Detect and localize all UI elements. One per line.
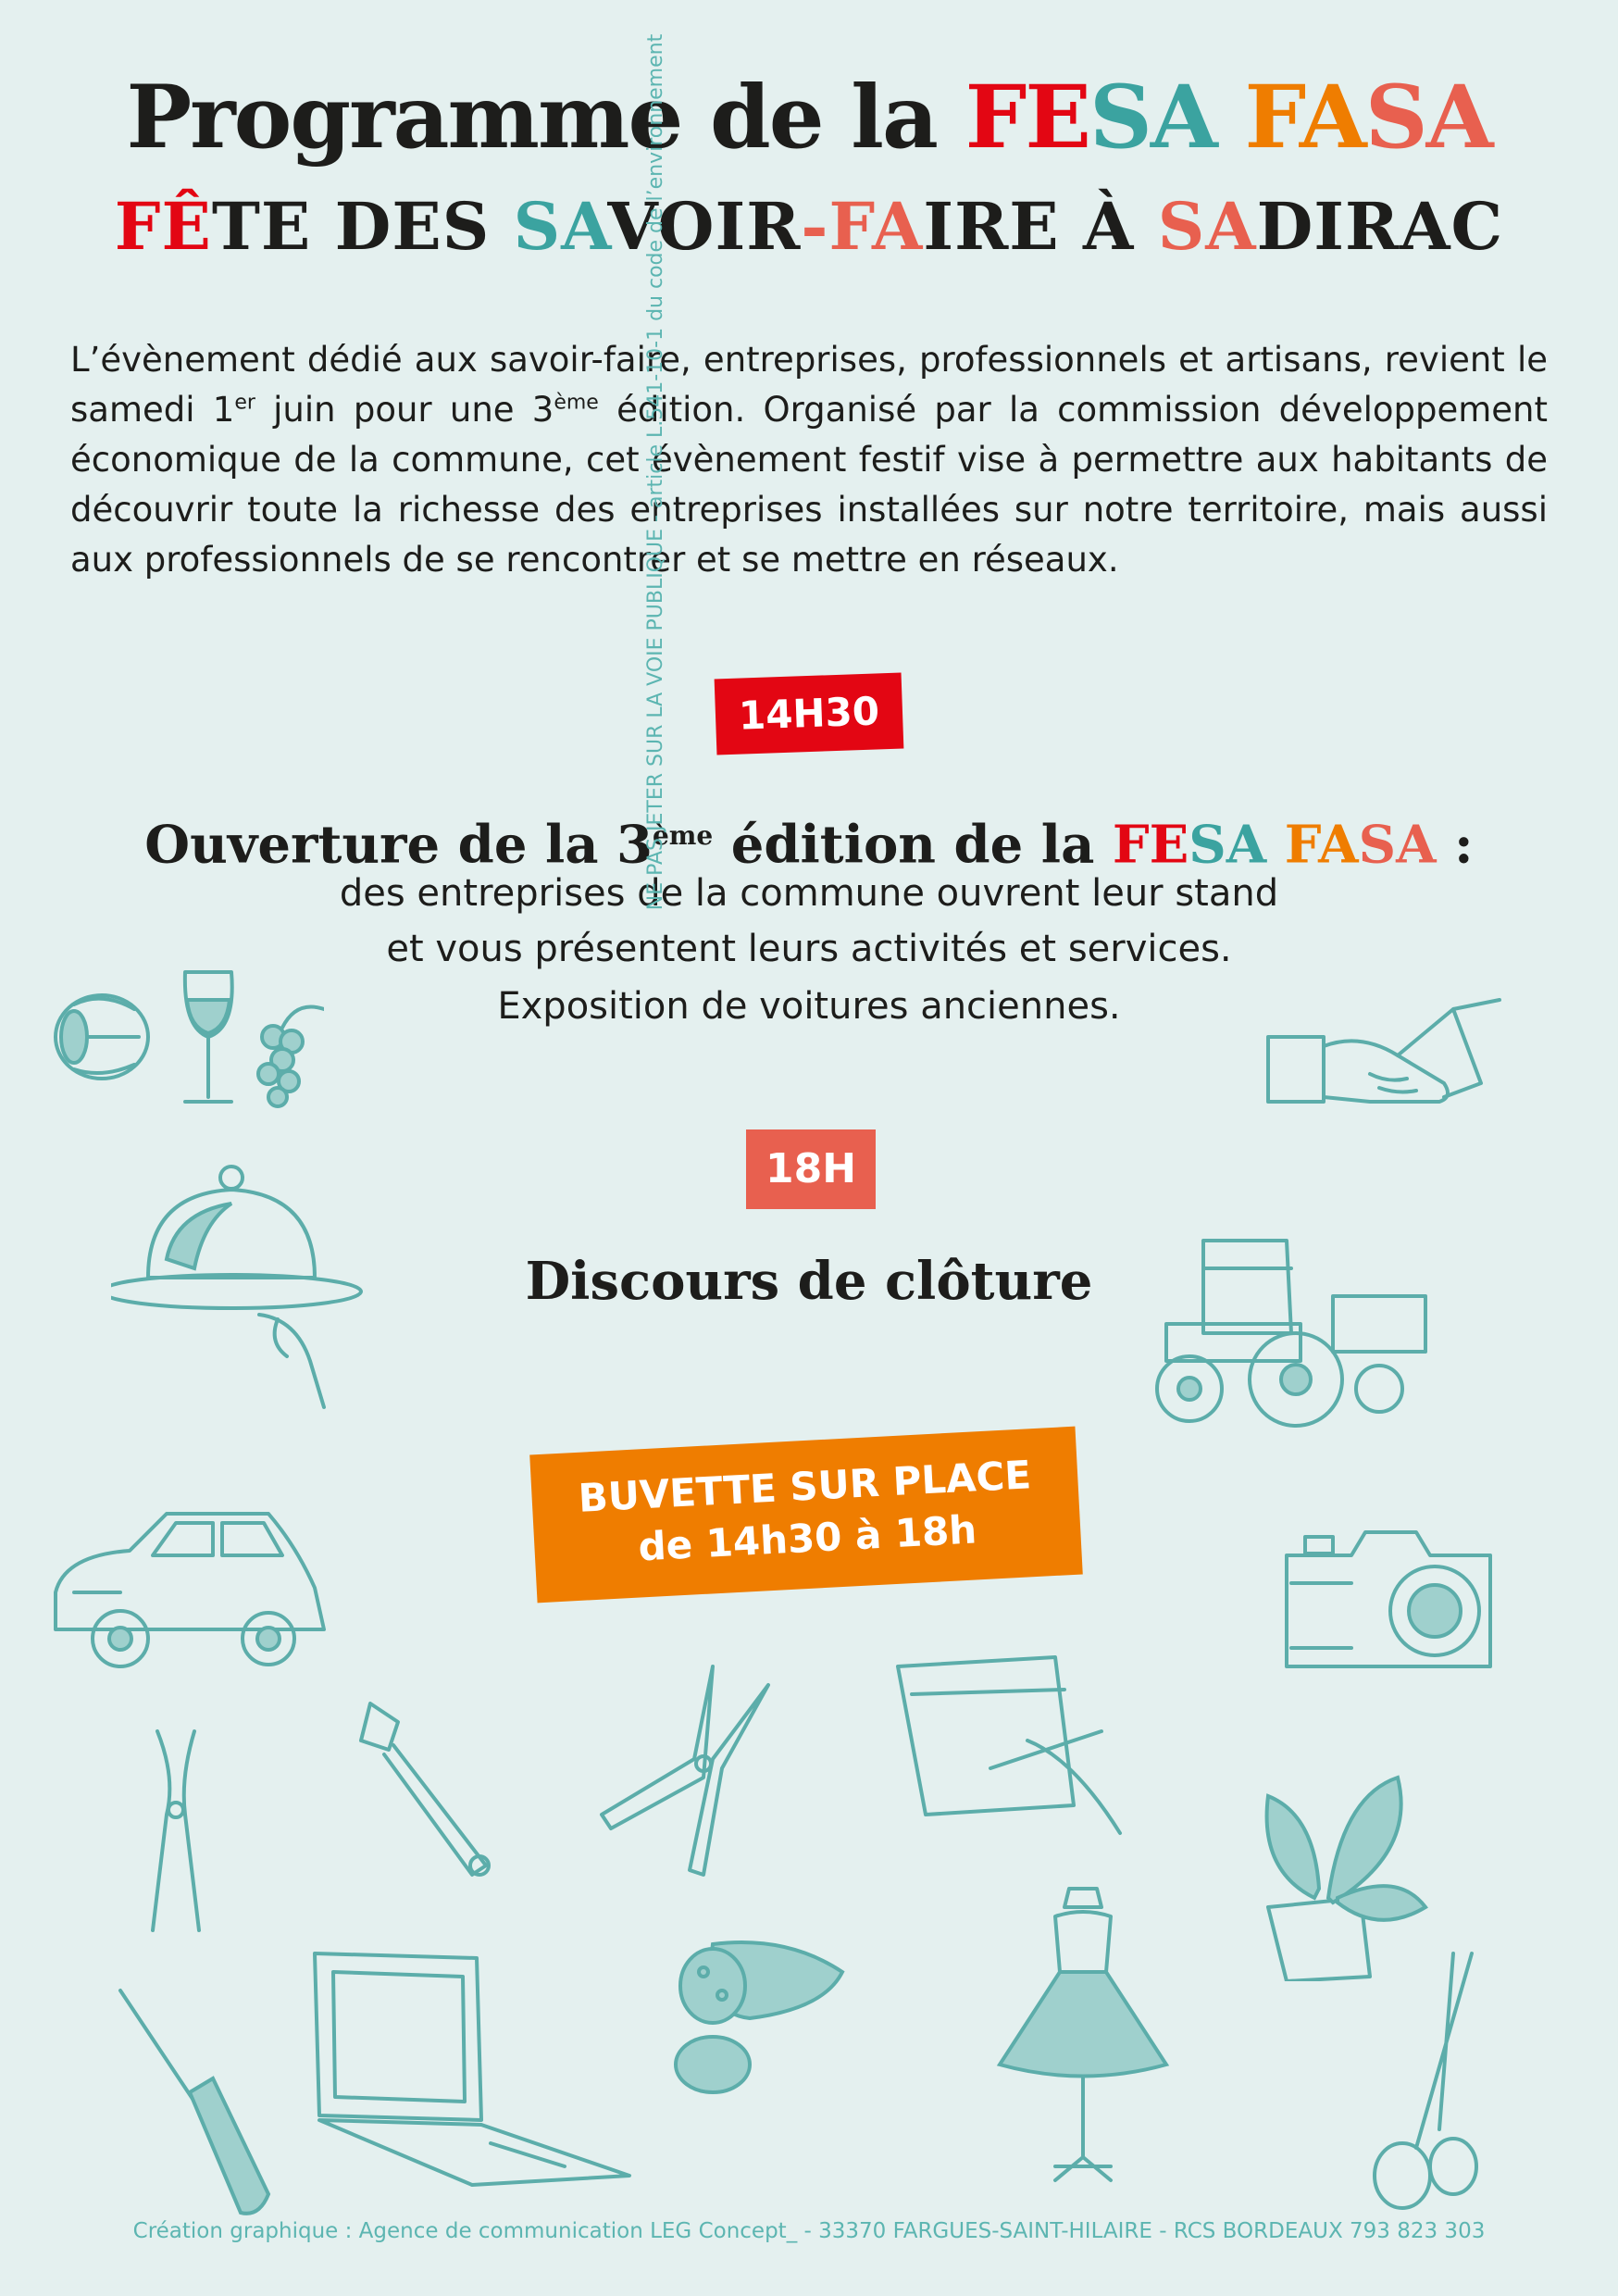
closing-speech: Discours de clôture xyxy=(525,1251,1093,1312)
opening-line-3: Exposition de voitures anciennes. xyxy=(497,985,1121,1028)
title-space xyxy=(1216,67,1245,168)
title-sa: SA xyxy=(1089,67,1216,168)
opening-space xyxy=(1266,815,1285,876)
opening-line-2: et vous présentent leurs activités et services. xyxy=(386,928,1232,970)
time-badge-18h: 18H xyxy=(746,1129,876,1209)
buvette-line-2: de 14h30 à 18h xyxy=(637,1506,978,1570)
intro-text: L’évènement dédié aux savoir-faire, entreprises, professionnels et artisans, revient le samedi 1 xyxy=(70,340,1548,430)
opening-fe: FE xyxy=(1112,814,1189,876)
wrench-icon xyxy=(352,1694,500,1879)
side-legal-note: NE PAS JETER SUR LA VOIE PUBLIQUE - article L.541-10-1 du code de l’environnement xyxy=(644,33,667,911)
intro-paragraph xyxy=(70,335,1548,585)
sausage-icon xyxy=(657,1916,861,2102)
dress-mannequin-icon xyxy=(990,1879,1176,2185)
subtitle-part: SA xyxy=(513,188,608,265)
subtitle-part: TE DES xyxy=(211,188,514,265)
scissors-icon xyxy=(1351,1944,1500,2222)
pliers-icon xyxy=(139,1722,213,1935)
opening-title xyxy=(0,804,1618,878)
subtitle-part: FA xyxy=(828,188,924,265)
buvette-line-1: BUVETTE SUR PLACE xyxy=(577,1452,1033,1521)
title-fa: FA xyxy=(1244,67,1365,168)
opening-sa: SA xyxy=(1189,814,1267,876)
drawing-tablet-icon xyxy=(889,1648,1129,1842)
opening-fa: FA xyxy=(1284,814,1359,876)
screwdriver-icon xyxy=(111,1981,278,2222)
intro-text: édition. Organisé par la commission développement économique de la commune, cet évènement festif vise à permettre aux habitants de découvrir toute la richesse des entreprises installées sur notre territoire, mais aussi aux professionnels de se rencontrer et se mettre en réseaux. xyxy=(70,390,1548,580)
opening-text: Ouverture de la 3 xyxy=(144,814,653,876)
footer-credit: Création graphique : Agence de communication LEG Concept_ - 33370 FARGUES-SAINT-HILAIRE - RCS BORDEAUX 793 823 303 xyxy=(132,2219,1486,2243)
subtitle-part: FÊ xyxy=(114,188,212,265)
barrel-wine-grapes-icon xyxy=(46,935,324,1120)
main-title xyxy=(0,67,1618,168)
subtitle-part: - xyxy=(801,188,829,265)
subtitle-part: DIRAC xyxy=(1256,188,1504,265)
title-fe: FE xyxy=(965,67,1089,168)
cloche-serving-platter-icon xyxy=(111,1157,370,1416)
opening-sa-2: SA xyxy=(1358,814,1437,876)
opening-text: édition de la xyxy=(713,814,1113,876)
subtitle-part: SA xyxy=(1157,188,1257,265)
opening-sup: ème xyxy=(652,820,714,851)
title-sa-2: SA xyxy=(1364,67,1492,168)
intro-text: juin pour une 3 xyxy=(255,390,554,430)
subtitle-part: VOIR xyxy=(607,188,802,265)
intro-sup: ème xyxy=(554,391,599,415)
intro-sup: er xyxy=(234,391,255,415)
subtitle xyxy=(0,185,1618,268)
opening-line-1: des entreprises de la commune ouvrent leur stand xyxy=(339,872,1279,915)
opening-colon: : xyxy=(1436,814,1474,876)
pruning-shears-icon xyxy=(583,1657,778,1879)
tractor-icon xyxy=(1148,1222,1435,1444)
handshake-icon xyxy=(1259,981,1509,1148)
camera-icon xyxy=(1277,1509,1500,1676)
title-prefix: Programme de la xyxy=(126,67,965,168)
buvette-banner xyxy=(529,1427,1083,1603)
laptop-icon xyxy=(305,1944,639,2194)
vintage-car-icon xyxy=(46,1500,333,1676)
time-badge-1430: 14H30 xyxy=(715,673,904,755)
subtitle-part: IRE À xyxy=(923,188,1158,265)
